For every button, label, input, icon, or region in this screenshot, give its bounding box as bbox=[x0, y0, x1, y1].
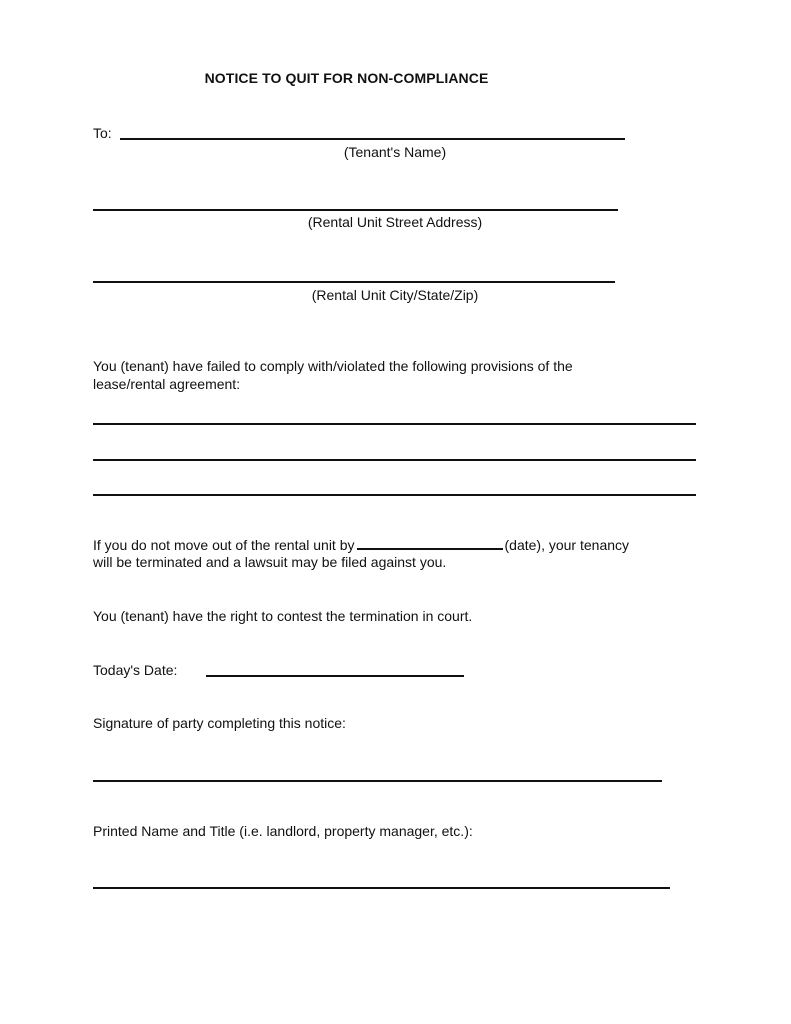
move-out-text-before: If you do not move out of the rental unit by bbox=[93, 537, 355, 553]
move-out-text-after: (date), your tenancy bbox=[504, 537, 630, 553]
street-address-caption: (Rental Unit Street Address) bbox=[307, 214, 483, 230]
street-address-line[interactable] bbox=[93, 209, 618, 211]
city-state-zip-line[interactable] bbox=[93, 281, 615, 283]
tenant-name-line[interactable] bbox=[120, 138, 625, 140]
to-label: To: bbox=[93, 125, 112, 141]
document-title: NOTICE TO QUIT FOR NON-COMPLIANCE bbox=[204, 70, 489, 86]
city-state-zip-caption: (Rental Unit City/State/Zip) bbox=[311, 287, 479, 303]
todays-date-line[interactable] bbox=[206, 675, 464, 677]
move-out-date-blank[interactable] bbox=[357, 536, 503, 550]
printed-name-label: Printed Name and Title (i.e. landlord, property manager, etc.): bbox=[93, 823, 473, 839]
signature-line[interactable] bbox=[93, 780, 662, 782]
move-out-line-1 bbox=[93, 536, 629, 554]
violation-line-3[interactable] bbox=[93, 494, 696, 496]
todays-date-label: Today's Date: bbox=[93, 662, 178, 678]
signature-label: Signature of party completing this notice: bbox=[93, 715, 346, 731]
move-out-line-2: will be terminated and a lawsuit may be filed against you. bbox=[93, 554, 447, 570]
tenant-name-caption: (Tenant's Name) bbox=[343, 144, 447, 160]
violation-line-2[interactable] bbox=[93, 459, 696, 461]
violation-line-1[interactable] bbox=[93, 423, 696, 425]
printed-name-line[interactable] bbox=[93, 887, 670, 889]
violation-paragraph: You (tenant) have failed to comply with/violated the following provisions of the lease/rental agreement: bbox=[93, 358, 573, 392]
contest-text: You (tenant) have the right to contest the termination in court. bbox=[93, 608, 473, 624]
